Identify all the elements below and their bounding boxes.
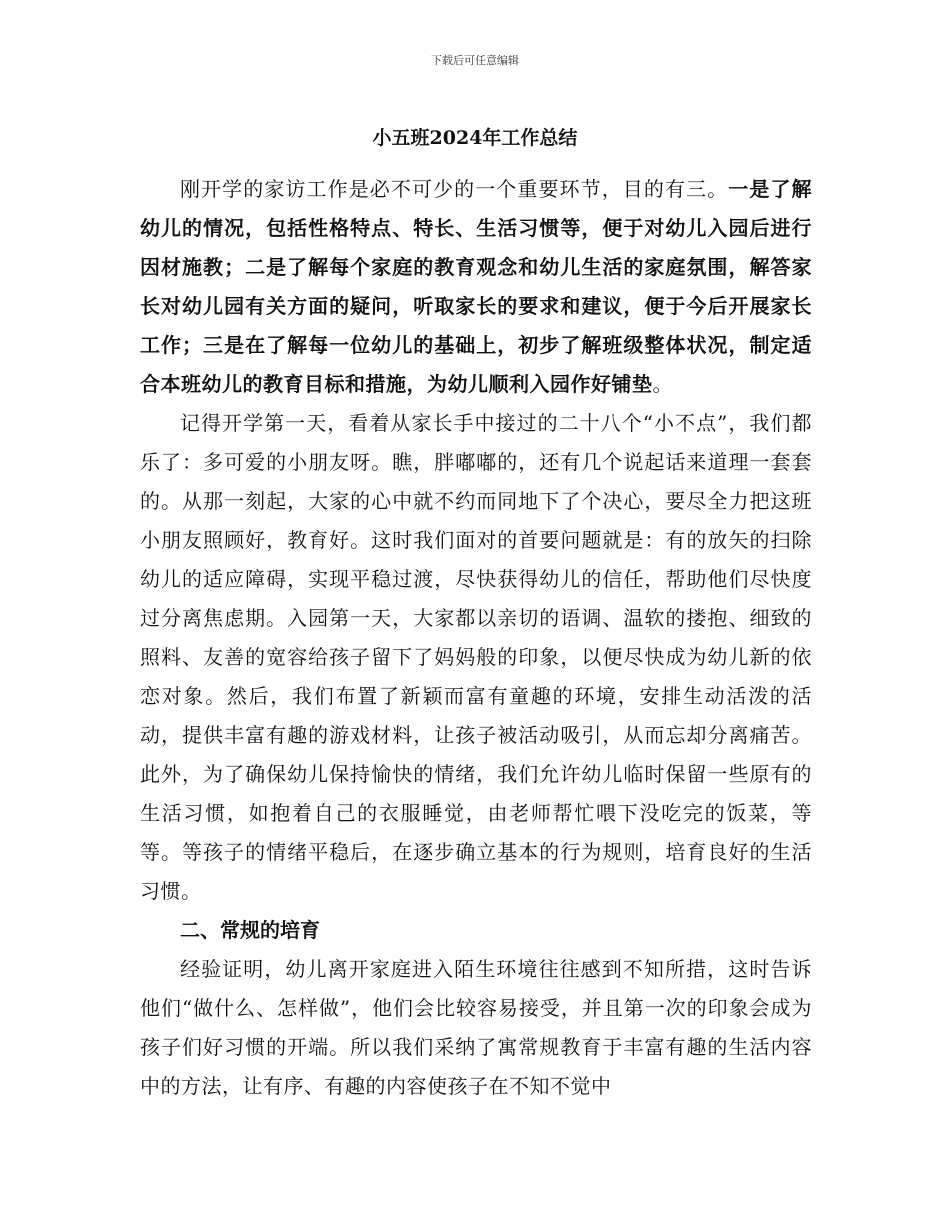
- paragraph-home-visit-intro: 刚开学的家访工作是必不可少的一个重要环节，目的有三。: [180, 177, 729, 201]
- paragraph-routine: 经验证明，幼儿离开家庭进入陌生环境往往感到不知所措，这时告诉他们“做什么、怎样做”，他们会比较容易接受，并且第一次的印象会成为孩子们好习惯的开端。所以我们采纳了寓常规教育于丰富有趣的生活内容中的方法，让有序、有趣的内容使孩子在不知不觉中: [140, 957, 812, 1098]
- document-title: 小五班2024年工作总结: [372, 127, 578, 149]
- page-header-note: 下载后可任意编辑: [431, 54, 519, 67]
- paragraph-home-visit-goals: 一是了解幼儿的情况，包括性格特点、特长、生活习惯等，便于对幼儿入园后进行因材施教；二是了解每个家庭的教育观念和幼儿生活的家庭氛围，解答家长对幼儿园有关方面的疑问，听取家长的要求和建议，便于今后开展家长工作；三是在了解每一位幼儿的基础上，初步了解班级整体状况，制定适合本班幼儿的教育目标和措施，为幼儿顺利入园作好铺垫: [140, 177, 813, 396]
- section-heading-routine: 二、常规的培育: [180, 918, 320, 942]
- document-body: [140, 170, 812, 1106]
- paragraph-home-visit-end: 。: [652, 372, 673, 396]
- paragraph-first-day: 记得开学第一天，看着从家长手中接过的二十八个“小不点”，我们都乐了：多可爱的小朋友呀。瞧，胖嘟嘟的，还有几个说起话来道理一套套的。从那一刻起，大家的心中就不约而同地下了个决心，要尽全力把这班小朋友照顾好，教育好。这时我们面对的首要问题就是：有的放矢的扫除幼儿的适应障碍，实现平稳过渡，尽快获得幼儿的信任，帮助他们尽快度过分离焦虑期。入园第一天，大家都以亲切的语调、温软的搂抱、细致的照料、友善的宽容给孩子留下了妈妈般的印象，以便尽快成为幼儿新的依恋对象。然后，我们布置了新颖而富有童趣的环境，安排生动活泼的活动，提供丰富有趣的游戏材料，让孩子被活动吸引，从而忘却分离痛苦。此外，为了确保幼儿保持愉快的情绪，我们允许幼儿临时保留一些原有的生活习惯，如抱着自己的衣服睡觉，由老师帮忙喂下没吃完的饭菜，等等。等孩子的情绪平稳后，在逐步确立基本的行为规则，培育良好的生活习惯。: [140, 411, 812, 903]
- paragraph-home-visit: [140, 170, 812, 404]
